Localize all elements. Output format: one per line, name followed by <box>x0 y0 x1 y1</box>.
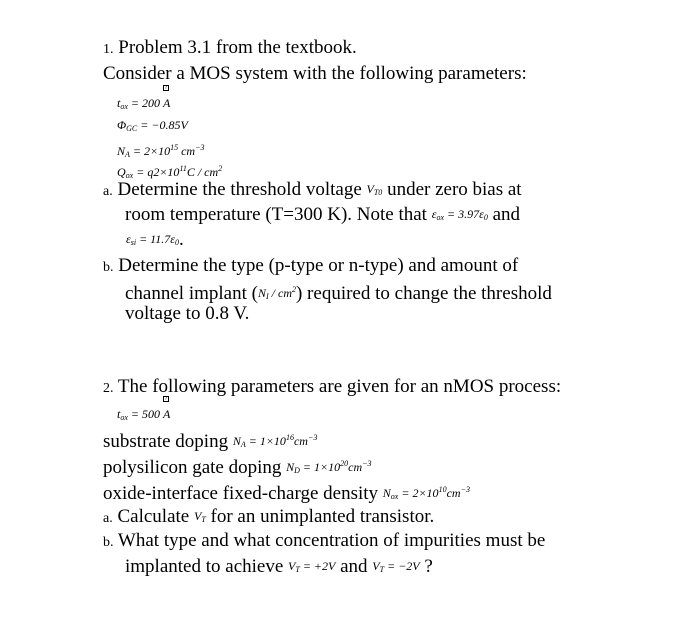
q1a-label: a. <box>103 184 113 199</box>
q2a-label: a. <box>103 511 113 526</box>
angstrom-ring-icon: ? <box>164 86 168 91</box>
q1b-line1: b. Determine the type (p-type or n-type) and amount of <box>103 255 519 276</box>
q1-title <box>103 37 357 61</box>
q2-substrate-doping: substrate doping $N_A = 1\times 10^{16}cm^{-3}$ <box>103 431 318 452</box>
q1b-label: b. <box>103 260 114 275</box>
q1b-line3: voltage to 0.8 V. <box>125 303 250 324</box>
q1a-line1: a. Determine the threshold voltage $V_{T0}$ under zero bias at <box>103 179 522 200</box>
q1-param-phi: $\Phi_{GC} = -0.85V$ <box>117 118 188 133</box>
q1-intro: Consider a MOS system with the following parameters: <box>103 63 527 84</box>
q2a-line1: a. Calculate $V_T$ for an unimplanted transistor. <box>103 506 435 527</box>
eps-ox-eq: $\varepsilon_{ox} = 3.97\varepsilon_0$ <box>431 207 488 222</box>
q1-param-tox: $t_{ox} = 200$ ? A <box>117 86 171 111</box>
q2-title-text: The following parameters are given for an nMOS process: <box>117 376 562 397</box>
q2b-line2: implanted to achieve $V_T = +2V$ and $V_T = -2V$ ? <box>125 556 433 577</box>
q1b-line2: channel implant $(N_I / cm^2)$ required to change the threshold <box>125 283 552 304</box>
vt0-symbol: $V_{T0}$ <box>366 182 383 197</box>
q2b-label: b. <box>103 535 114 550</box>
q1-param-qox: $Q_{ox} = q2\times 10^{11}C / cm^2$ <box>117 164 223 180</box>
q2-oxide-charge: oxide-interface fixed-charge density $N_{ox} = 2\times 10^{10}cm^{-3}$ <box>103 483 470 504</box>
q2-number: 2. <box>103 381 114 396</box>
q1-title-text: Problem 3.1 from the textbook. <box>118 37 357 58</box>
angstrom-ring-icon: ? <box>164 397 168 402</box>
q1-number: 1. <box>103 42 114 57</box>
q1a-line3: $\varepsilon_{si} = 11.7\varepsilon_0$. <box>126 229 184 250</box>
q1a-line2: room temperature (T=300 K). Note that $\varepsilon_{ox} = 3.97\varepsilon_0$ and <box>125 204 521 225</box>
q1-param-na: $N_A = 2\times 10^{15}$ $cm^{-3}$ <box>117 143 205 159</box>
eps-si-eq: $\varepsilon_{si} = 11.7\varepsilon_0$ <box>126 232 180 247</box>
q2b-line1: b. What type and what concentration of impurities must be <box>103 530 546 551</box>
q2-title <box>103 376 561 400</box>
q2-param-tox: $t_{ox} = 500$ ? A <box>117 397 171 422</box>
ni-symbol: $N_I / cm^2$ <box>257 285 296 301</box>
q2-poly-doping: polysilicon gate doping $N_D = 1\times 10^{20}cm^{-3}$ <box>103 457 372 478</box>
